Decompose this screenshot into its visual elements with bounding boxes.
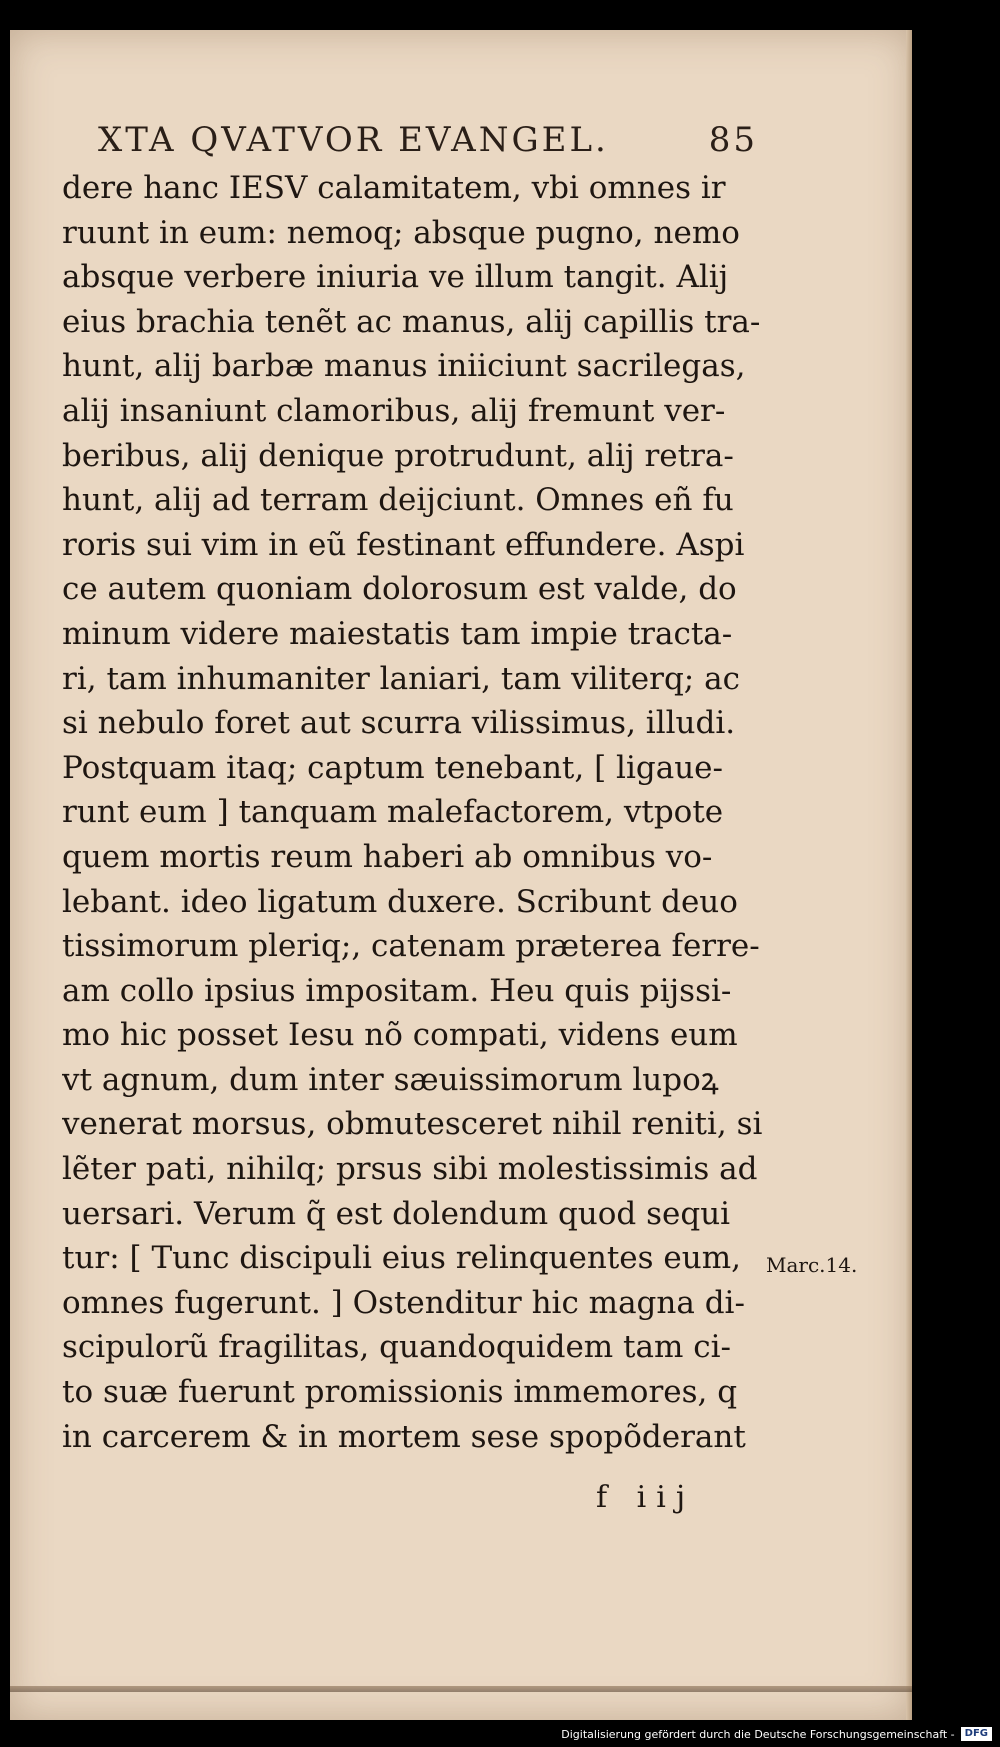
text-line: venerat morsus, obmutesceret nihil reniti, si — [62, 1106, 763, 1143]
text-line: hunt, alij ad terram deijciunt. Omnes eñ fu — [62, 482, 734, 519]
page-bottom-edge — [10, 1686, 912, 1692]
text-line: ce autem quoniam dolorosum est valde, do — [62, 571, 737, 608]
page-edge — [906, 30, 912, 1720]
text-line: beribus, alij denique protrudunt, alij retra- — [62, 437, 734, 474]
text-line: tissimorum pleriq;, catenam præterea ferre- — [62, 928, 760, 965]
text-line: am collo ipsius impositam. Heu quis pijssi- — [62, 972, 732, 1009]
text-line: ruunt in eum: nemoq; absque pugno, nemo — [62, 214, 740, 251]
body-text — [62, 166, 778, 1459]
dfg-logo: DFG — [961, 1727, 992, 1741]
text-line: alij insaniunt clamoribus, alij fremunt ver- — [62, 392, 726, 429]
text-line: in carcerem & in mortem sese spopõderant — [62, 1418, 746, 1455]
text-line: runt eum ] tanquam malefactorem, vtpote — [62, 794, 724, 831]
text-line: mo hic posset Iesu nõ compati, videns eum — [62, 1017, 738, 1054]
text-line: ri, tam inhumaniter laniari, tam viliterq; ac — [62, 660, 740, 697]
text-line: lẽter pati, nihilq; prsus sibi molestissimis ad — [62, 1151, 758, 1188]
text-line: minum videre maiestatis tam impie tracta- — [62, 615, 733, 652]
text-line: to suæ fuerunt promissionis immemores, q — [62, 1374, 738, 1411]
text-line: quem mortis reum haberi ab omnibus vo- — [62, 838, 713, 875]
text-line: tur: [ Tunc discipuli eius relinquentes eum, — [62, 1240, 741, 1277]
text-line: Postquam itaq; captum tenebant, [ ligaue- — [62, 749, 723, 786]
text-line: dere hanc IESV calamitatem, vbi omnes ir — [62, 170, 726, 206]
running-header — [98, 108, 758, 168]
folio-number: 85 — [708, 120, 758, 160]
digitization-credit — [561, 1725, 992, 1743]
book-page — [10, 30, 912, 1720]
text-line: roris sui vim in eũ festinant effundere. Aspi — [62, 526, 745, 563]
margin-note: Marc.14. — [766, 1253, 858, 1277]
text-line: scipulorũ fragilitas, quandoquidem tam ci- — [62, 1329, 731, 1366]
text-line: uersari. Verum q̃ est dolendum quod sequi — [62, 1195, 731, 1232]
text-line: omnes fugerunt. ] Ostenditur hic magna di- — [62, 1284, 745, 1321]
signature-mark: f iij — [596, 1480, 696, 1515]
text-line: vt agnum, dum inter sæuissimorum lupoꝝ — [62, 1061, 719, 1098]
text-line: eius brachia tenẽt ac manus, alij capillis tra- — [62, 303, 761, 340]
text-line: si nebulo foret aut scurra vilissimus, illudi. — [62, 705, 736, 742]
text-line: lebant. ideo ligatum duxere. Scribunt deuo — [62, 883, 738, 920]
text-line: absque verbere iniuria ve illum tangit. Alij — [62, 259, 729, 296]
running-title: XTA QVATVOR EVANGEL. — [98, 120, 609, 160]
text-line: hunt, alij barbæ manus iniiciunt sacrilegas, — [62, 348, 746, 385]
credit-text: Digitalisierung gefördert durch die Deutsche Forschungsgemeinschaft - — [561, 1727, 955, 1741]
